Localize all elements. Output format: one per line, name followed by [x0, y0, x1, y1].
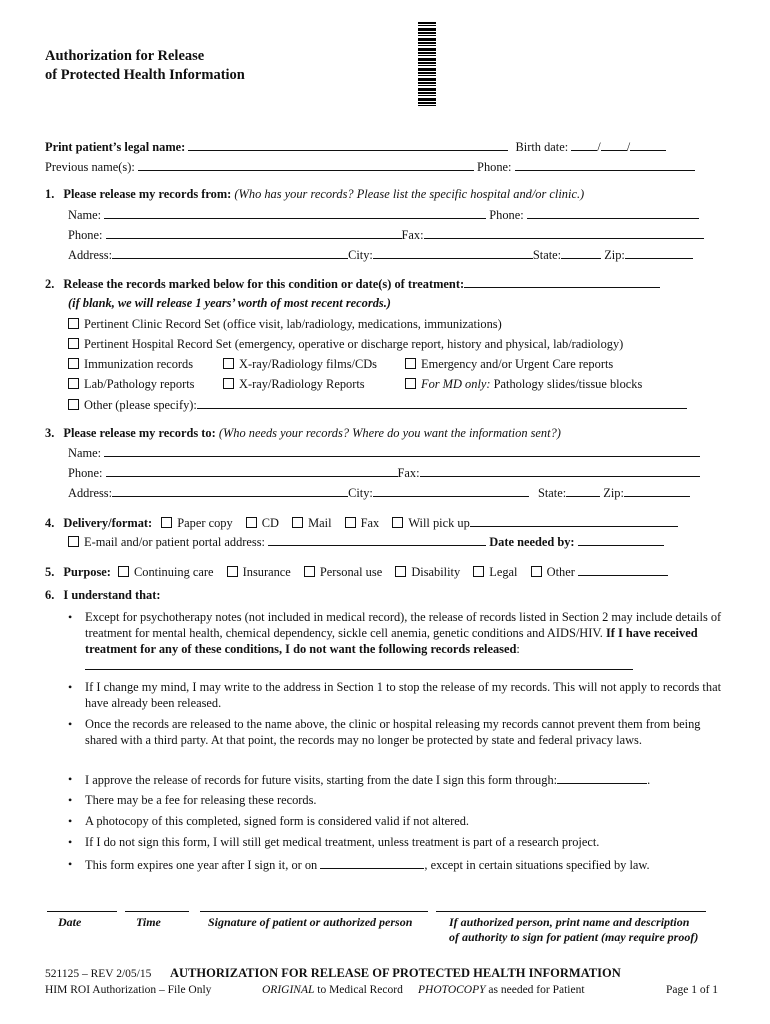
to-city-field[interactable] — [373, 484, 529, 497]
to-state-field[interactable] — [566, 484, 600, 497]
understand-item-expiry: • This form expires one year after I sign it, or on , except in certain situations specified by law. — [68, 857, 650, 872]
patient-signature-line[interactable] — [200, 911, 428, 912]
treatment-date-field[interactable] — [464, 275, 660, 288]
understand-item-future-visits: • I approve the release of records for future visits, starting from the date I sign this form through: . — [68, 772, 651, 787]
section-1-heading: 1. Please release my records from: (Who has your records? Please list the specific hospital and/or clinic.) — [45, 187, 585, 201]
option-row-immunization: Immunization records — [68, 356, 193, 372]
from-address-field[interactable] — [112, 246, 348, 259]
from-phone2-field[interactable] — [106, 226, 402, 239]
option-er-reports: Emergency and/or Urgent Care reports — [405, 356, 613, 372]
authorized-person-label: If authorized person, print name and description of authority to sign for patient (may require proof) — [449, 915, 699, 944]
cd-checkbox[interactable] — [246, 517, 257, 528]
mail-checkbox[interactable] — [292, 517, 303, 528]
time-signature-line[interactable] — [125, 911, 189, 912]
personal-use-checkbox[interactable] — [304, 566, 315, 577]
understand-item-revoke: • If I change my mind, I may write to the address in Section 1 to stop the release of my records. This will not apply to records that have already been released. — [68, 680, 722, 710]
date-needed-field[interactable] — [578, 533, 664, 546]
date-label: Date — [58, 915, 82, 929]
section-6-heading: 6. I understand that: — [45, 588, 161, 602]
option-lab-pathology: Lab/Pathology reports — [68, 376, 194, 392]
insurance-checkbox[interactable] — [227, 566, 238, 577]
patient-name-field[interactable] — [188, 138, 508, 151]
option-hospital-record-set: Pertinent Hospital Record Set (emergency, operative or discharge report, history and physical, lab/radiology) — [68, 336, 623, 352]
hospital-record-checkbox[interactable] — [68, 338, 79, 349]
footer-form-title: AUTHORIZATION FOR RELEASE OF PROTECTED HEALTH INFORMATION — [170, 966, 621, 980]
signature-label: Signature of patient or authorized person — [208, 915, 413, 929]
birth-month-field[interactable] — [571, 138, 597, 151]
section-2-note: (if blank, we will release 1 years’ worth of most recent records.) — [68, 296, 391, 310]
understand-item-photocopy: • A photocopy of this completed, signed form is considered valid if not altered. — [68, 814, 470, 828]
page-number: Page 1 of 1 — [666, 984, 719, 996]
disability-checkbox[interactable] — [395, 566, 406, 577]
from-phone-field[interactable] — [527, 206, 699, 219]
other-records-field[interactable] — [197, 396, 687, 409]
other-purpose-checkbox[interactable] — [531, 566, 542, 577]
from-fax-field[interactable] — [424, 226, 704, 239]
option-other-specify: Other (please specify): — [68, 396, 687, 413]
to-zip-field[interactable] — [624, 484, 690, 497]
section-1-address-row: Address: City: State: Zip: — [68, 246, 693, 263]
from-state-field[interactable] — [561, 246, 601, 259]
barcode — [418, 22, 436, 108]
email-field[interactable] — [268, 533, 486, 546]
sensitive-records-field[interactable] — [85, 657, 633, 670]
section-5-purpose: 5. Purpose: Continuing care Insurance Personal use Disability Legal Other — [45, 563, 668, 580]
future-visits-date-field[interactable] — [557, 771, 647, 784]
clinic-record-checkbox[interactable] — [68, 318, 79, 329]
xray-films-checkbox[interactable] — [223, 358, 234, 369]
patient-phone-field[interactable] — [515, 158, 695, 171]
section-2-heading: 2. Release the records marked below for this condition or date(s) of treatment: — [45, 275, 660, 292]
footer-department: HIM ROI Authorization – File Only — [45, 984, 212, 996]
patient-name-row: Print patient’s legal name: Birth date: / / — [45, 138, 666, 155]
pick-up-field[interactable] — [470, 514, 678, 527]
immunization-checkbox[interactable] — [68, 358, 79, 369]
option-xray-reports: X-ray/Radiology Reports — [223, 376, 365, 392]
er-reports-checkbox[interactable] — [405, 358, 416, 369]
birth-year-field[interactable] — [630, 138, 666, 151]
fax-checkbox[interactable] — [345, 517, 356, 528]
footer-photocopy-note: PHOTOCOPY as needed for Patient — [418, 984, 585, 996]
continuing-care-checkbox[interactable] — [118, 566, 129, 577]
email-row: E-mail and/or patient portal address: Date needed by: — [68, 533, 664, 550]
to-address-field[interactable] — [112, 484, 348, 497]
understand-item-treatment: • If I do not sign this form, I will still get medical treatment, unless treatment is part of a research project. — [68, 835, 600, 849]
section-1-phone-row: Phone: Fax: — [68, 226, 704, 243]
pick-up-checkbox[interactable] — [392, 517, 403, 528]
form-title: Authorization for Release of Protected Health Information — [45, 48, 245, 83]
other-records-checkbox[interactable] — [68, 399, 79, 410]
option-xray-films: X-ray/Radiology films/CDs — [223, 356, 377, 372]
expiry-date-field[interactable] — [320, 856, 424, 869]
understand-item-third-party: • Once the records are released to the name above, the clinic or hospital releasing my records cannot prevent them from being shared with a third party. At that point, the records may no longer be protected by state and federal privacy laws. — [68, 717, 701, 747]
from-name-field[interactable] — [104, 206, 486, 219]
section-4-heading: 4. Delivery/format: Paper copy CD Mail Fax Will pick up — [45, 514, 678, 531]
date-signature-line[interactable] — [47, 911, 117, 912]
section-3-phone-row: Phone: Fax: — [68, 464, 700, 481]
previous-name-row: Previous name(s): Phone: — [45, 158, 695, 175]
authorized-person-line[interactable] — [436, 911, 706, 912]
option-md-pathology-slides: For MD only: Pathology slides/tissue blocks — [405, 376, 642, 392]
other-purpose-field[interactable] — [578, 563, 668, 576]
xray-reports-checkbox[interactable] — [223, 378, 234, 389]
to-phone-field[interactable] — [106, 464, 398, 477]
understand-item-fee: • There may be a fee for releasing these records. — [68, 793, 317, 807]
section-3-name-row: Name: — [68, 444, 700, 461]
birth-day-field[interactable] — [601, 138, 627, 151]
footer-original-note: ORIGINAL to Medical Record — [262, 984, 403, 996]
from-zip-field[interactable] — [625, 246, 693, 259]
lab-pathology-checkbox[interactable] — [68, 378, 79, 389]
md-slides-checkbox[interactable] — [405, 378, 416, 389]
email-checkbox[interactable] — [68, 536, 79, 547]
to-name-field[interactable] — [104, 444, 700, 457]
option-clinic-record-set: Pertinent Clinic Record Set (office visit, lab/radiology, medications, immunizations) — [68, 316, 502, 332]
from-city-field[interactable] — [373, 246, 533, 259]
section-3-heading: 3. Please release my records to: (Who needs your records? Where do you want the information sent?) — [45, 426, 561, 440]
legal-checkbox[interactable] — [473, 566, 484, 577]
section-3-address-row: Address: City: State: Zip: — [68, 484, 690, 501]
previous-name-field[interactable] — [138, 158, 474, 171]
section-1-name-row: Name: Phone: — [68, 206, 699, 223]
form-number: 521125 – REV 2/05/15 — [45, 968, 152, 980]
understand-item-sensitive-conditions: • Except for psychotherapy notes (not included in medical record), the release of records listed in Section 2 may include details of treatment for mental health, chemical dependency, sickle cell anemia, genetic conditions and AIDS/HIV. If I have received treatment for any of these conditions, I do not want the following records released: — [85, 609, 725, 674]
paper-copy-checkbox[interactable] — [161, 517, 172, 528]
to-fax-field[interactable] — [420, 464, 700, 477]
time-label: Time — [136, 915, 161, 929]
